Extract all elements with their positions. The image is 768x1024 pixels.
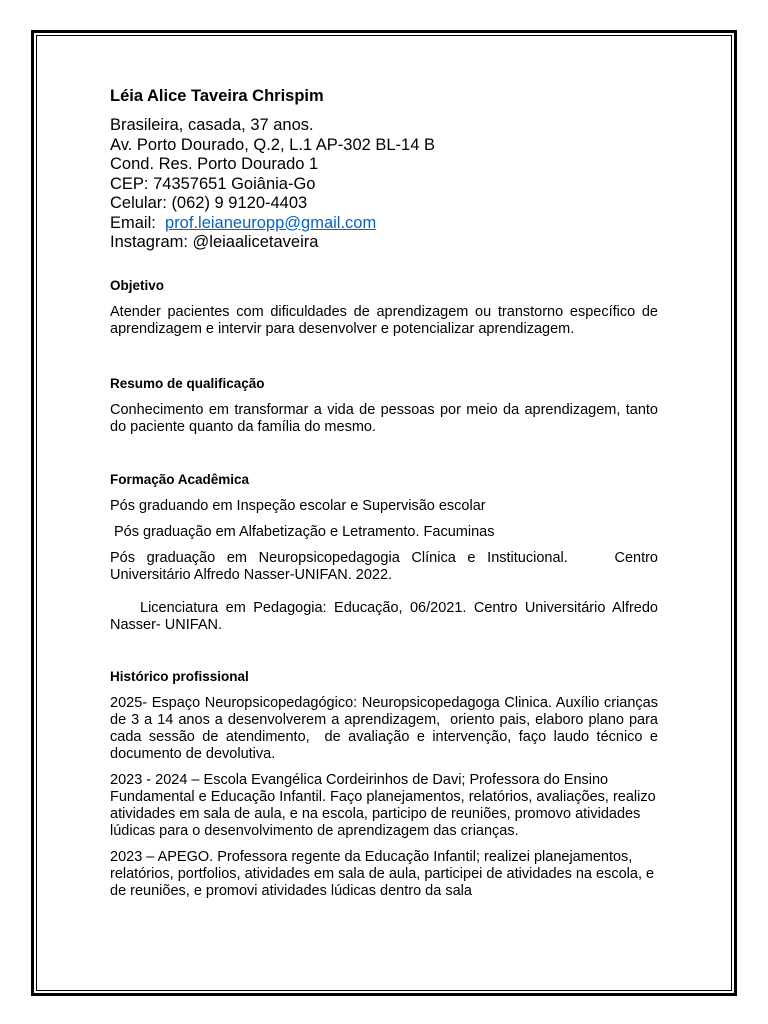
formacao-item: Pós graduando em Inspeção escolar e Supervisão escolar <box>110 497 486 514</box>
contact-phone: Celular: (062) 9 9120-4403 <box>110 194 308 212</box>
resumo-text: Conhecimento em transformar a vida de pessoas por meio da aprendizagem, tanto do paciente quanto da família do mesmo. <box>110 401 658 435</box>
historico-item: 2023 - 2024 – Escola Evangélica Cordeirinhos de Davi; Professora do Ensino Fundamental e Educação Infantil. Faço planejamentos, relatórios, avaliações, realizo atividades em sala de aula, e na escola, participo de reuniões, promovo atividades lúdicas para o desenvolvimento de aprendizagem das crianças. <box>110 771 656 839</box>
contact-address: Av. Porto Dourado, Q.2, L.1 AP-302 BL-14 B <box>110 135 435 154</box>
formacao-item: Pós graduação em Neuropsicopedagogia Clínica e Institucional. Centro Universitário Alfredo Nasser-UNIFAN. 2022. <box>110 549 663 583</box>
contact-cep: CEP: 74357651 Goiânia-Go <box>110 174 316 193</box>
objetivo-heading: Objetivo <box>110 277 165 293</box>
contact-instagram: Instagram: @leiaalicetaveira <box>110 233 319 251</box>
contact-block <box>110 116 658 253</box>
formacao-item: Licenciatura em Pedagogia: Educação, 06/2021. Centro Universitário Alfredo Nasser- UNIFAN. <box>110 599 658 633</box>
email-label: Email: <box>110 213 156 232</box>
formacao-item: Pós graduação em Alfabetização e Letramento. Facuminas <box>114 523 495 540</box>
formacao-heading: Formação Acadêmica <box>110 471 250 487</box>
resumo-heading: Resumo de qualificação <box>110 375 265 391</box>
email-link[interactable]: prof.leianeuropp@gmail.com <box>165 213 377 232</box>
contact-email-row <box>110 214 658 234</box>
historico-item: 2025- Espaço Neuropsicopedagógico: Neuropsicopedagoga Clinica. Auxílio crianças de 3 a 14 anos a desenvolverem a aprendizagem, oriento pais, elaboro plano para cada sessão de atendimento, de avaliação e intervenção, faço laudo técnico e documento de devolutiva. <box>110 694 663 762</box>
contact-condominium: Cond. Res. Porto Dourado 1 <box>110 155 319 173</box>
historico-item: 2023 – APEGO. Professora regente da Educação Infantil; realizei planejamentos, relatórios, portfolios, atividades em sala de aula, participei de atividades na escola, e de reuniões, e promovi atividades lúdicas dentro da sala <box>110 848 655 899</box>
contact-nationality: Brasileira, casada, 37 anos. <box>110 116 314 134</box>
resume-content <box>110 86 663 900</box>
objetivo-text: Atender pacientes com dificuldades de aprendizagem ou transtorno específico de aprendizagem e intervir para desenvolver e potencializar aprendizagem. <box>110 303 658 337</box>
historico-heading: Histórico profissional <box>110 668 249 684</box>
candidate-name: Léia Alice Taveira Chrispim <box>110 87 324 105</box>
